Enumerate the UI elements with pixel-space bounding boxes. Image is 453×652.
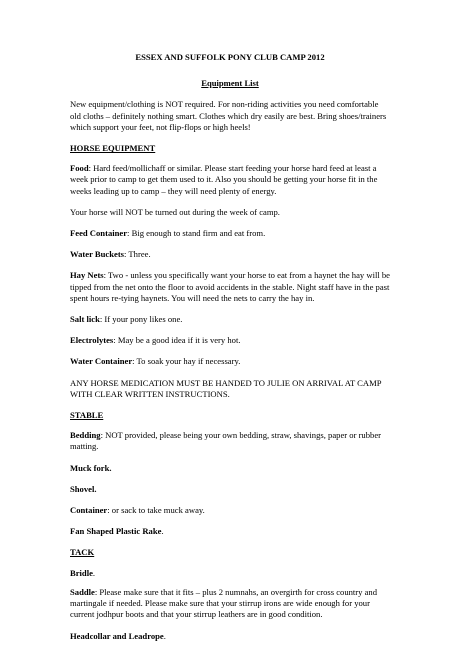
item-water-buckets-term: Water Buckets (70, 249, 125, 260)
item-feed-container-term: Feed Container (70, 228, 128, 239)
section-heading-stable: STABLE (70, 410, 104, 421)
item-salt-lick-text: : If your pony likes one. (99, 314, 183, 325)
document-subtitle: Equipment List (201, 78, 259, 89)
item-shovel-term: Shovel. (70, 483, 97, 494)
item-container-text: : or sack to take muck away. (107, 505, 205, 516)
item-hay-nets-text: : Two - unless you specifically want your horse to eat from a haynet the hay will be tipped from the net onto the floor to avoid accidents in the stable. Night staff have in the past spent hours re-tying haynets. You will need the nets to carry the hay in. (70, 270, 390, 303)
item-water-buckets (70, 249, 390, 260)
document-body (70, 52, 390, 652)
section-heading-horse-equipment: HORSE EQUIPMENT (70, 143, 156, 154)
item-saddle (70, 587, 390, 621)
item-muck-fork (70, 463, 390, 474)
item-food-text: : Hard feed/mollichaff or similar. Please start feeding your horse hard feed at least a week prior to camp to get them used to it. Also you should be getting your horse fit in the weeks leading up to camp – they will need plenty of energy. (70, 163, 378, 196)
item-feed-container-text: : Big enough to stand firm and eat from. (127, 228, 266, 239)
item-hay-nets (70, 270, 390, 304)
item-bedding-term: Bedding (70, 430, 101, 441)
item-container-term: Container (70, 505, 108, 516)
item-salt-lick (70, 314, 390, 325)
item-water-container-term: Water Container (70, 356, 133, 367)
medication-note: ANY HORSE MEDICATION MUST BE HANDED TO JULIE ON ARRIVAL AT CAMP WITH CLEAR WRITTEN INSTRUCTIONS. (70, 377, 382, 399)
item-rake (70, 526, 390, 537)
section-heading-tack: TACK (70, 547, 95, 558)
item-rake-text: . (161, 526, 164, 537)
item-bridle-text: . (92, 567, 96, 578)
item-food-term: Food (70, 163, 89, 174)
item-electrolytes-term: Electrolytes (70, 335, 114, 346)
item-rake-term: Fan Shaped Plastic Rake (70, 526, 162, 537)
item-bridle (70, 568, 390, 579)
item-container (70, 505, 390, 516)
item-headcollar-term: Headcollar and Leadrope (70, 630, 164, 641)
intro-paragraph: New equipment/clothing is NOT required. For non-riding activities you need comfortable old cloths – definitely nothing smart. Clothes which dry easily are best. Bring shoes/trainers which support your feet, not flip-flops or high heels! (70, 99, 387, 132)
item-headcollar (70, 631, 390, 642)
item-bedding-text: : NOT provided, please being your own bedding, straw, shavings, paper or rubber matting. (70, 430, 382, 452)
item-electrolytes (70, 335, 390, 346)
item-muck-fork-term: Muck fork. (70, 462, 112, 473)
item-food (70, 163, 390, 197)
item-saddle-text: : Please make sure that it fits – plus 2 numnahs, an overgirth for cross country and martingale if needed. Please make sure that your stirrup irons are wide enough for your current jodhpur boots and that your stirrup leathers are in good condition. (70, 586, 378, 620)
document-title: ESSEX AND SUFFOLK PONY CLUB CAMP 2012 (135, 52, 325, 62)
item-saddle-term: Saddle (70, 586, 95, 597)
item-salt-lick-term: Salt lick (70, 314, 100, 325)
item-water-container (70, 356, 390, 367)
item-headcollar-text: . (163, 630, 166, 641)
item-shovel (70, 484, 390, 495)
item-bedding (70, 430, 390, 452)
item-water-container-text: : To soak your hay if necessary. (132, 356, 241, 367)
item-feed-container (70, 228, 390, 239)
item-electrolytes-text: : May be a good idea if it is very hot. (113, 335, 241, 346)
item-bridle-term: Bridle (70, 567, 93, 578)
item-hay-nets-term: Hay Nets (70, 270, 104, 281)
turnout-note: Your horse will NOT be turned out during the week of camp. (70, 206, 280, 217)
item-water-buckets-text: : Three. (124, 249, 151, 260)
